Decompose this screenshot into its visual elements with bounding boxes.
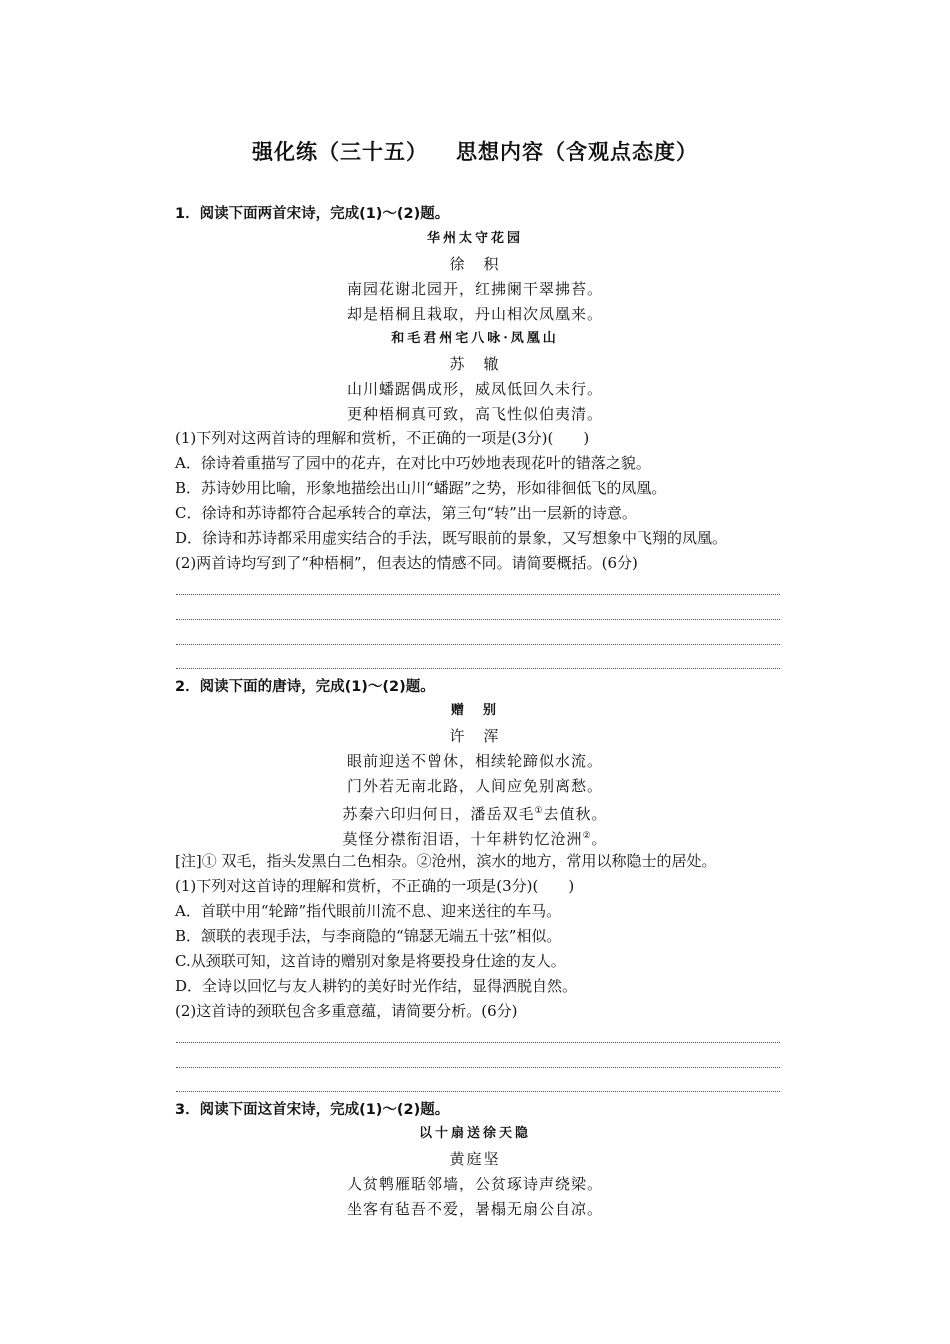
q2-option-b: B．颔联的表现手法，与李商隐的“锦瑟无端五十弦”相似。 [175, 927, 562, 945]
q3-poem-line-1: 人贫鹎雁聒邻墙，公贫琢诗声绕梁。 [346, 1175, 603, 1193]
page-title [0, 136, 950, 166]
q2-poem-author: 许 浑 [449, 727, 501, 745]
q2-option-a: A．首联中用“轮蹄”指代眼前川流不息、迎来送往的车马。 [175, 902, 562, 920]
q1-option-d: D．徐诗和苏诗都采用虚实结合的手法，既写眼前的景象，又写想象中飞翔的凤凰。 [175, 529, 728, 547]
q2-poem-line-1: 眼前迎送不曾休，相续轮蹄似水流。 [346, 752, 603, 770]
answer-line[interactable] [176, 644, 780, 645]
q2-option-c: C.从颈联可知，这首诗的赠别对象是将要投身仕途的友人。 [175, 952, 566, 970]
q2-sub2: (2)这首诗的颈联包含多重意蕴，请简要分析。(6分) [175, 1002, 518, 1020]
q2-option-d: D．全诗以回忆与友人耕钓的美好时光作结，显得洒脱自然。 [175, 977, 578, 995]
q1-poem2-line-1: 山川蟠踞偶成形，威凤低回久未行。 [346, 380, 603, 398]
q2-poem-title: 赠 别 [450, 703, 499, 718]
q1-sub1: (1)下列对这两首诗的理解和赏析，不正确的一项是(3分)( ) [175, 429, 590, 447]
footnote-marker-1: ① [534, 806, 544, 816]
q2-sub1: (1)下列对这首诗的理解和赏析，不正确的一项是(3分)( ) [175, 877, 575, 895]
q1-poem2-title: 和毛君州宅八咏·凤凰山 [391, 331, 559, 346]
q2-note: [注]① 双毛，指头发黑白二色相杂。②沧州，滨水的地方，常用以称隐士的居处。 [175, 852, 717, 870]
answer-line[interactable] [176, 668, 780, 669]
title-part-1: 强化练（三十五） [252, 140, 428, 164]
q2-poem-line-2: 门外若无南北路，人间应免别离愁。 [346, 777, 603, 795]
q2-intro: 2．阅读下面的唐诗，完成(1)～(2)题。 [175, 679, 435, 695]
answer-line[interactable] [176, 594, 780, 595]
q1-poem1-title: 华州太守花园 [426, 231, 523, 246]
q3-intro: 3．阅读下面这首宋诗，完成(1)～(2)题。 [175, 1102, 450, 1118]
answer-line[interactable] [176, 1067, 780, 1068]
q1-poem2-line-2: 更种梧桐真可致，高飞性似伯夷清。 [346, 405, 603, 423]
q1-poem1-author: 徐 积 [449, 255, 501, 273]
q1-intro: 1．阅读下面两首宋诗，完成(1)～(2)题。 [175, 206, 450, 222]
q1-poem1-line-2: 却是梧桐且栽取，丹山相次凤凰来。 [346, 305, 603, 323]
footnote-marker-2: ② [582, 831, 592, 841]
q3-poem-author: 黄庭坚 [449, 1150, 501, 1168]
q1-option-b: B．苏诗妙用比喻，形象地描绘出山川“蟠踞”之势，形如徘徊低飞的凤凰。 [175, 479, 667, 497]
q2-poem-line-4: 莫怪分襟衔泪语，十年耕钓忆沧洲②。 [342, 830, 608, 848]
q2-poem-line-3: 苏秦六印归何日，潘岳双毛①去值秋。 [342, 805, 608, 823]
q1-sub2: (2)两首诗均写到了“种梧桐”，但表达的情感不同。请简要概括。(6分) [175, 554, 638, 572]
q3-poem-title: 以十扇送徐天隐 [418, 1126, 531, 1141]
q1-option-c: C．徐诗和苏诗都符合起承转合的章法，第三句“转”出一层新的诗意。 [175, 504, 637, 522]
q1-poem2-author: 苏 辙 [449, 355, 501, 373]
answer-line[interactable] [176, 619, 780, 620]
q1-option-a: A．徐诗着重描写了园中的花卉，在对比中巧妙地表现花叶的错落之貌。 [175, 454, 651, 472]
answer-line[interactable] [176, 1091, 780, 1092]
q3-poem-line-2: 坐客有毡吾不爱，暑榻无扇公自凉。 [346, 1200, 603, 1218]
title-part-2: 思想内容（含观点态度） [456, 140, 698, 164]
answer-line[interactable] [176, 1042, 780, 1043]
q1-poem1-line-1: 南园花谢北园开，红拂阑干翠拂苔。 [346, 280, 603, 298]
